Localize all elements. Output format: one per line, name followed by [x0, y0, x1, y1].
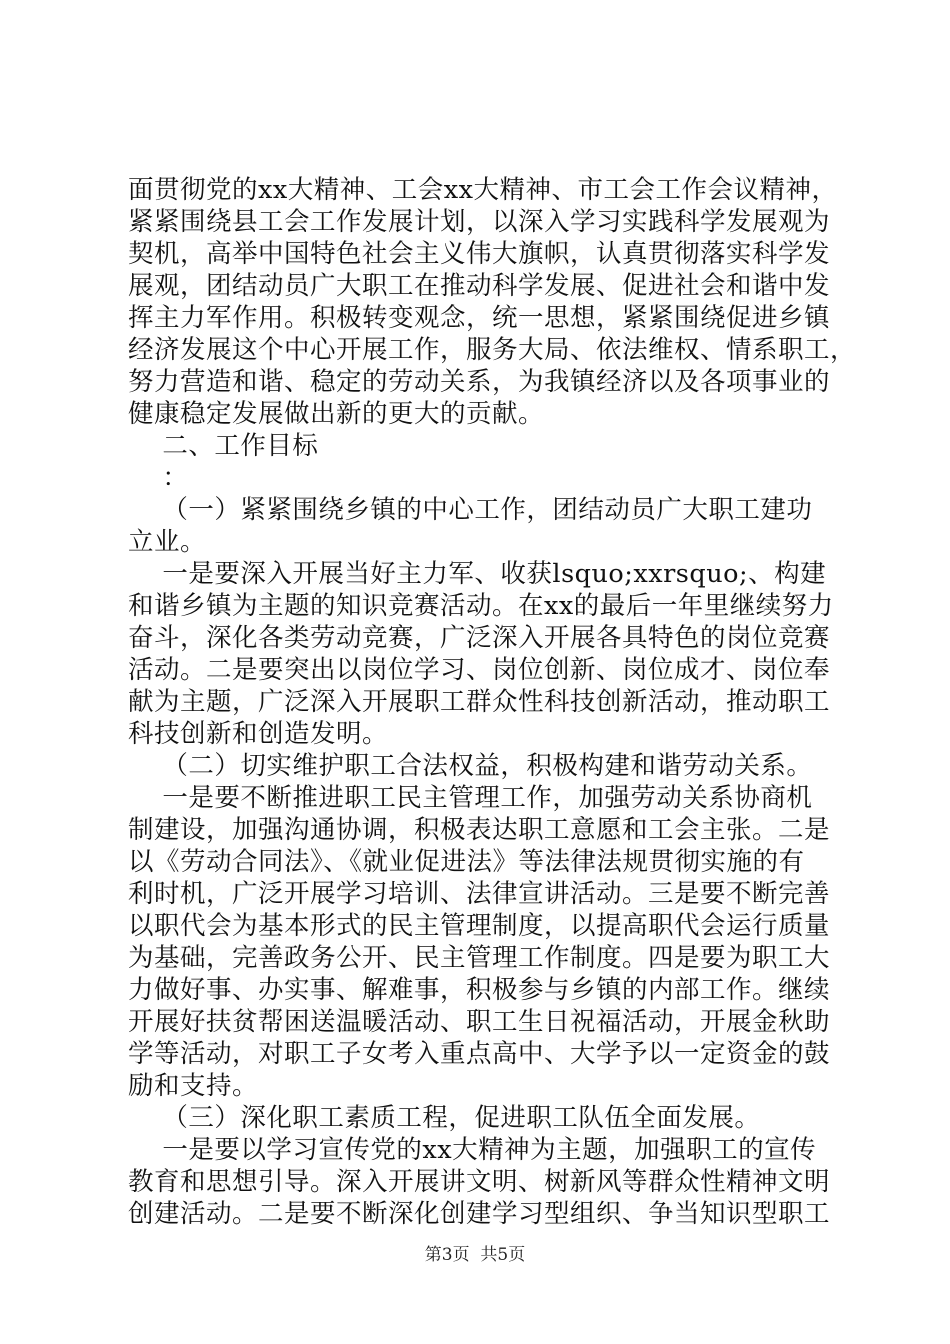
body-text-line: 展观，团结动员广大职工在推动科学发展、促进社会和谐中发 — [128, 271, 831, 301]
body-text-line: 挥主力军作用。积极转变观念，统一思想，紧紧围绕促进乡镇 — [128, 303, 831, 333]
body-text-line: 励和支持。 — [128, 1071, 259, 1101]
body-text-line: 开展好扶贫帮困送温暖活动、职工生日祝福活动，开展金秋助 — [128, 1007, 831, 1037]
body-text-line: 以职代会为基本形式的民主管理制度，以提高职代会运行质量 — [128, 911, 831, 941]
body-text-line: 献为主题，广泛深入开展职工群众性科技创新活动，推动职工 — [128, 687, 831, 717]
body-text-line: 教育和思想引导。深入开展讲文明、树新风等群众性精神文明 — [128, 1167, 831, 1197]
body-text-line: 制建设，加强沟通协调，积极表达职工意愿和工会主张。二是 — [128, 815, 831, 845]
body-text-line: 以《劳动合同法》、《就业促进法》等法律法规贯彻实施的有 — [128, 847, 805, 877]
body-text-line: 为基础，完善政务公开、民主管理工作制度。四是要为职工大 — [128, 943, 831, 973]
body-text-line: 一是要深入开展当好主力军、收获lsquo;xxrsquo;、构建 — [128, 559, 827, 589]
body-text-line: 创建活动。二是要不断深化创建学习型组织、争当知识型职工 — [128, 1199, 831, 1229]
page-footer: 第3页 共5页 — [424, 1245, 526, 1265]
body-text-line: 努力营造和谐、稳定的劳动关系，为我镇经济以及各项事业的 — [128, 367, 831, 397]
body-text-line: 和谐乡镇为主题的知识竞赛活动。在xx的最后一年里继续努力 — [128, 591, 834, 621]
body-text-line: 活动。二是要突出以岗位学习、岗位创新、岗位成才、岗位奉 — [128, 655, 831, 685]
subsection-heading: （二）切实维护职工合法权益，积极构建和谐劳动关系。 — [128, 751, 813, 781]
body-text-line: 奋斗，深化各类劳动竞赛，广泛深入开展各具特色的岗位竞赛 — [128, 623, 831, 653]
subsection-heading: （三）深化职工素质工程，促进职工队伍全面发展。 — [128, 1103, 761, 1133]
body-text-line: 紧紧围绕县工会工作发展计划，以深入学习实践科学发展观为 — [128, 207, 831, 237]
body-text-line: ： — [128, 463, 189, 493]
body-text-line: 一是要以学习宣传党的xx大精神为主题，加强职工的宣传 — [128, 1135, 817, 1165]
body-text-line: 立业。 — [128, 527, 207, 557]
subsection-heading: （一）紧紧围绕乡镇的中心工作，团结动员广大职工建功 — [128, 495, 813, 525]
section-heading: 二、工作目标 — [128, 431, 319, 461]
body-text-line: 健康稳定发展做出新的更大的贡献。 — [128, 399, 545, 429]
body-text-line: 利时机，广泛开展学习培训、法律宣讲活动。三是要不断完善 — [128, 879, 831, 909]
body-text-line: 力做好事、办实事、解难事，积极参与乡镇的内部工作。继续 — [128, 975, 831, 1005]
body-text-line: 面贯彻党的xx大精神、工会xx大精神、市工会工作会议精神， — [128, 175, 838, 205]
body-text-line: 科技创新和创造发明。 — [128, 719, 389, 749]
body-text-line: 一是要不断推进职工民主管理工作，加强劳动关系协商机 — [128, 783, 813, 813]
body-text-line: 学等活动，对职工子女考入重点高中、大学予以一定资金的鼓 — [128, 1039, 831, 1069]
body-text-line: 经济发展这个中心开展工作，服务大局、依法维权、情系职工， — [128, 335, 857, 365]
body-text-line: 契机，高举中国特色社会主义伟大旗帜，认真贯彻落实科学发 — [128, 239, 831, 269]
